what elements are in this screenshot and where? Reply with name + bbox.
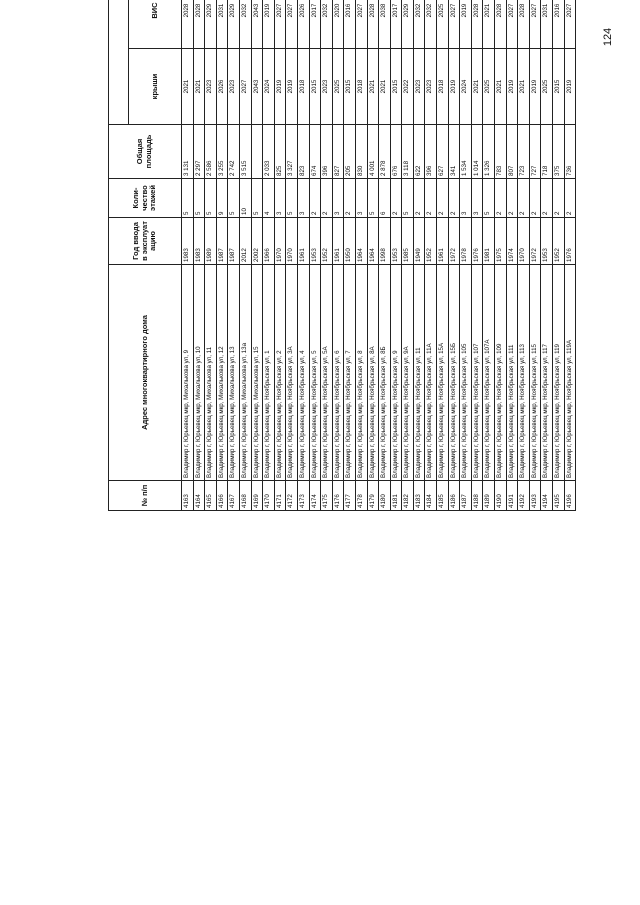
cell-num: 4179: [367, 481, 379, 511]
cell-roof: 2026: [216, 49, 228, 125]
cell-num: 4172: [286, 481, 298, 511]
table-row: [297, 0, 309, 511]
cell-vis: 2026: [297, 0, 309, 49]
cell-roof: 2023: [413, 49, 425, 125]
cell-roof: 2024: [460, 49, 472, 125]
cell-floors: 2: [564, 179, 576, 218]
cell-year-built: 1952: [553, 218, 565, 265]
cell-area: 627: [437, 125, 449, 179]
cell-year-built: 1983: [193, 218, 205, 265]
table-row: [274, 0, 286, 511]
cell-floors: 5: [205, 179, 217, 218]
cell-area: 807: [506, 125, 518, 179]
cell-floors: 5: [402, 179, 414, 218]
cell-num: 4164: [193, 481, 205, 511]
cell-floors: 3: [471, 179, 483, 218]
cell-num: 4176: [332, 481, 344, 511]
cell-vis: 2027: [506, 0, 518, 49]
header-address: Адрес многоквартирного дома: [109, 265, 182, 481]
cell-roof: 2018: [437, 49, 449, 125]
cell-vis: 2027: [529, 0, 541, 49]
cell-year-built: 1972: [448, 218, 460, 265]
cell-year-built: 1985: [402, 218, 414, 265]
cell-num: 4188: [471, 481, 483, 511]
cell-vis: 2032: [321, 0, 333, 49]
rotated-table-frame: [108, 2, 584, 877]
cell-num: 4174: [309, 481, 321, 511]
header-num: № п/п: [109, 481, 182, 511]
cell-floors: 2: [321, 179, 333, 218]
cell-num: 4193: [529, 481, 541, 511]
cell-area: 3 515: [239, 125, 251, 179]
cell-num: 4178: [355, 481, 367, 511]
table-row: [182, 0, 194, 511]
cell-vis: 2028: [367, 0, 379, 49]
cell-roof: 2018: [355, 49, 367, 125]
cell-roof: 2021: [518, 49, 530, 125]
header-vis: ВИС: [129, 0, 182, 49]
cell-area: 2 586: [205, 125, 217, 179]
cell-year-built: 1987: [216, 218, 228, 265]
cell-year-built: 1953: [309, 218, 321, 265]
cell-vis: 2038: [379, 0, 391, 49]
table-row: [193, 0, 205, 511]
cell-address: Владимир г, Юрьевец мкр, Михалькова ул, 13: [228, 265, 240, 481]
table-header: [109, 0, 182, 511]
cell-roof: 2019: [529, 49, 541, 125]
cell-area: [251, 125, 263, 179]
table-row: [344, 0, 356, 511]
cell-floors: 2: [344, 179, 356, 218]
cell-area: 3 327: [286, 125, 298, 179]
cell-area: 783: [495, 125, 507, 179]
cell-roof: 2027: [239, 49, 251, 125]
cell-year-built: 1961: [332, 218, 344, 265]
cell-vis: 2032: [413, 0, 425, 49]
cell-roof: 2015: [309, 49, 321, 125]
cell-address: Владимир г, Юрьевец мкр, Ноябрьская ул, 5: [309, 265, 321, 481]
cell-num: 4168: [239, 481, 251, 511]
cell-year-built: 1964: [367, 218, 379, 265]
cell-year-built: 1983: [182, 218, 194, 265]
cell-roof: 2021: [367, 49, 379, 125]
cell-area: 4 001: [367, 125, 379, 179]
cell-vis: 2029: [402, 0, 414, 49]
cell-year-built: 1970: [274, 218, 286, 265]
cell-roof: 2015: [390, 49, 402, 125]
cell-address: Владимир г, Юрьевец мкр, Ноябрьская ул, 15Б: [448, 265, 460, 481]
cell-floors: 2: [495, 179, 507, 218]
header-roof: крыши: [129, 49, 182, 125]
cell-vis: 2031: [541, 0, 553, 49]
table-row: [402, 0, 414, 511]
cell-address: Владимир г, Юрьевец мкр, Михалькова ул, 13а: [239, 265, 251, 481]
cell-year-built: 1952: [425, 218, 437, 265]
cell-roof: 2021: [182, 49, 194, 125]
cell-vis: 2028: [495, 0, 507, 49]
table-row: [228, 0, 240, 511]
cell-address: Владимир г, Юрьевец мкр, Ноябрьская ул, 9А: [402, 265, 414, 481]
cell-roof: 2025: [332, 49, 344, 125]
cell-floors: 2: [506, 179, 518, 218]
cell-vis: 2027: [355, 0, 367, 49]
cell-year-built: 1953: [390, 218, 402, 265]
cell-floors: 2: [541, 179, 553, 218]
cell-floors: 2: [529, 179, 541, 218]
cell-address: Владимир г, Юрьевец мкр, Ноябрьская ул, 109: [495, 265, 507, 481]
cell-floors: 5: [483, 179, 495, 218]
cell-num: 4166: [216, 481, 228, 511]
table-row: [448, 0, 460, 511]
cell-address: Владимир г, Юрьевец мкр, Ноябрьская ул, 11: [413, 265, 425, 481]
cell-vis: 2025: [437, 0, 449, 49]
cell-address: Владимир г, Юрьевец мкр, Ноябрьская ул, 107А: [483, 265, 495, 481]
cell-address: Владимир г, Юрьевец мкр, Ноябрьская ул, 3А: [286, 265, 298, 481]
cell-num: 4192: [518, 481, 530, 511]
cell-address: Владимир г, Юрьевец мкр, Михалькова ул, 11: [205, 265, 217, 481]
cell-num: 4181: [390, 481, 402, 511]
cell-area: 622: [413, 125, 425, 179]
cell-address: Владимир г, Юрьевец мкр, Ноябрьская ул, 119А: [564, 265, 576, 481]
table-row: [390, 0, 402, 511]
cell-year-built: 2002: [251, 218, 263, 265]
table-row: [564, 0, 576, 511]
table-body: [182, 0, 576, 511]
cell-floors: 5: [182, 179, 194, 218]
header-floors: Коли-чество этажей: [109, 179, 182, 218]
table-row: [379, 0, 391, 511]
cell-vis: 2019: [263, 0, 275, 49]
cell-year-built: 1961: [297, 218, 309, 265]
table-row: [263, 0, 275, 511]
cell-address: Владимир г, Юрьевец мкр, Ноябрьская ул, 15А: [437, 265, 449, 481]
cell-num: 4170: [263, 481, 275, 511]
cell-address: Владимир г, Юрьевец мкр, Ноябрьская ул, 105: [460, 265, 472, 481]
cell-vis: 2019: [460, 0, 472, 49]
cell-floors: 2: [390, 179, 402, 218]
cell-roof: 2025: [483, 49, 495, 125]
cell-floors: 10: [239, 179, 251, 218]
cell-num: 4163: [182, 481, 194, 511]
cell-address: Владимир г, Юрьевец мкр, Ноябрьская ул, 9: [390, 265, 402, 481]
table-row: [251, 0, 263, 511]
cell-vis: 2027: [286, 0, 298, 49]
cell-area: 396: [425, 125, 437, 179]
cell-num: 4180: [379, 481, 391, 511]
cell-roof: 2022: [402, 49, 414, 125]
table-row: [239, 0, 251, 511]
cell-address: Владимир г, Юрьевец мкр, Ноябрьская ул, 2: [274, 265, 286, 481]
table-row: [309, 0, 321, 511]
cell-year-built: 1976: [564, 218, 576, 265]
cell-floors: 2: [448, 179, 460, 218]
cell-roof: 2015: [344, 49, 356, 125]
cell-floors: 5: [367, 179, 379, 218]
cell-address: Владимир г, Юрьевец мкр, Михалькова ул, 15: [251, 265, 263, 481]
cell-area: 830: [355, 125, 367, 179]
cell-address: Владимир г, Юрьевец мкр, Ноябрьская ул, 113: [518, 265, 530, 481]
cell-num: 4175: [321, 481, 333, 511]
table-row: [471, 0, 483, 511]
cell-num: 4173: [297, 481, 309, 511]
cell-roof: 2023: [228, 49, 240, 125]
table-row: [541, 0, 553, 511]
cell-address: Владимир г, Юрьевец мкр, Ноябрьская ул, 4: [297, 265, 309, 481]
cell-num: 4185: [437, 481, 449, 511]
cell-area: 825: [274, 125, 286, 179]
cell-year-built: 1964: [355, 218, 367, 265]
cell-roof: 2025: [541, 49, 553, 125]
cell-num: 4167: [228, 481, 240, 511]
cell-year-built: 1974: [506, 218, 518, 265]
cell-vis: 2028: [193, 0, 205, 49]
cell-roof: 2021: [495, 49, 507, 125]
cell-vis: 2029: [228, 0, 240, 49]
cell-floors: 3: [460, 179, 472, 218]
cell-num: 4190: [495, 481, 507, 511]
table-row: [413, 0, 425, 511]
cell-area: 718: [541, 125, 553, 179]
cell-area: 736: [564, 125, 576, 179]
cell-year-built: 1950: [344, 218, 356, 265]
cell-vis: 2032: [425, 0, 437, 49]
cell-num: 4177: [344, 481, 356, 511]
header-repair-group: [109, 0, 129, 125]
cell-vis: 2027: [564, 0, 576, 49]
cell-vis: 2020: [332, 0, 344, 49]
cell-roof: 2019: [448, 49, 460, 125]
cell-roof: 2024: [263, 49, 275, 125]
cell-area: 2 878: [379, 125, 391, 179]
cell-vis: 2016: [344, 0, 356, 49]
cell-year-built: 1976: [471, 218, 483, 265]
table-row: [425, 0, 437, 511]
table-row: [321, 0, 333, 511]
cell-address: Владимир г, Юрьевец мкр, Ноябрьская ул, 107: [471, 265, 483, 481]
cell-vis: 2027: [448, 0, 460, 49]
table-row: [460, 0, 472, 511]
cell-num: 4189: [483, 481, 495, 511]
cell-area: 205: [344, 125, 356, 179]
cell-vis: 2017: [390, 0, 402, 49]
cell-floors: 3: [297, 179, 309, 218]
cell-address: Владимир г, Юрьевец мкр, Михалькова ул, 10: [193, 265, 205, 481]
cell-floors: 2: [518, 179, 530, 218]
cell-roof: 2021: [379, 49, 391, 125]
cell-vis: 2031: [216, 0, 228, 49]
cell-floors: 3: [274, 179, 286, 218]
cell-address: Владимир г, Юрьевец мкр, Ноябрьская ул, 115: [529, 265, 541, 481]
table-row: [483, 0, 495, 511]
cell-num: 4194: [541, 481, 553, 511]
cell-vis: 2028: [471, 0, 483, 49]
cell-floors: 2: [437, 179, 449, 218]
cell-floors: 2: [413, 179, 425, 218]
cell-year-built: 1949: [413, 218, 425, 265]
table-row: [437, 0, 449, 511]
cell-area: 674: [309, 125, 321, 179]
cell-address: Владимир г, Юрьевец мкр, Ноябрьская ул, 11А: [425, 265, 437, 481]
cell-floors: 2: [309, 179, 321, 218]
cell-address: Владимир г, Юрьевец мкр, Ноябрьская ул, 5А: [321, 265, 333, 481]
cell-area: 676: [390, 125, 402, 179]
cell-address: Владимир г, Юрьевец мкр, Ноябрьская ул, 8: [355, 265, 367, 481]
cell-roof: 2019: [506, 49, 518, 125]
cell-year-built: 1970: [518, 218, 530, 265]
cell-area: 3 255: [216, 125, 228, 179]
cell-address: Владимир г, Юрьевец мкр, Ноябрьская ул, 8А: [367, 265, 379, 481]
cell-year-built: 1989: [205, 218, 217, 265]
cell-year-built: 1998: [379, 218, 391, 265]
cell-address: Владимир г, Юрьевец мкр, Ноябрьская ул, 8Б: [379, 265, 391, 481]
table-row: [332, 0, 344, 511]
cell-area: 3 118: [402, 125, 414, 179]
cell-num: 4182: [402, 481, 414, 511]
cell-year-built: 1970: [286, 218, 298, 265]
rotated-table-content: [108, 0, 584, 511]
cell-year-built: 1966: [263, 218, 275, 265]
cell-address: Владимир г, Юрьевец мкр, Михалькова ул, 9: [182, 265, 194, 481]
cell-area: 827: [332, 125, 344, 179]
cell-roof: 2018: [297, 49, 309, 125]
cell-roof: 2015: [553, 49, 565, 125]
table-row: [216, 0, 228, 511]
cell-year-built: 2012: [239, 218, 251, 265]
cell-floors: 2: [425, 179, 437, 218]
cell-year-built: 1978: [460, 218, 472, 265]
table-row: [495, 0, 507, 511]
cell-floors: 3: [332, 179, 344, 218]
cell-floors: 9: [216, 179, 228, 218]
cell-area: 2 033: [263, 125, 275, 179]
cell-floors: 2: [553, 179, 565, 218]
cell-vis: 2017: [309, 0, 321, 49]
table-row: [518, 0, 530, 511]
cell-area: 375: [553, 125, 565, 179]
cell-num: 4171: [274, 481, 286, 511]
cell-roof: 2019: [274, 49, 286, 125]
table-row: [506, 0, 518, 511]
cell-vis: 2016: [553, 0, 565, 49]
cell-floors: 5: [286, 179, 298, 218]
cell-area: 727: [529, 125, 541, 179]
cell-year-built: 1987: [228, 218, 240, 265]
cell-num: 4195: [553, 481, 565, 511]
cell-year-built: 1953: [541, 218, 553, 265]
cell-year-built: 1975: [495, 218, 507, 265]
cell-roof: 2023: [321, 49, 333, 125]
cell-num: 4196: [564, 481, 576, 511]
cell-floors: 4: [263, 179, 275, 218]
cell-num: 4186: [448, 481, 460, 511]
table-row: [553, 0, 565, 511]
header-year-built: Год ввода в эксплуат ацию: [109, 218, 182, 265]
cell-floors: 5: [228, 179, 240, 218]
cell-area: 2 297: [193, 125, 205, 179]
cell-roof: 2021: [193, 49, 205, 125]
cell-year-built: 1972: [529, 218, 541, 265]
cell-floors: 5: [193, 179, 205, 218]
cell-vis: 2021: [483, 0, 495, 49]
cell-num: 4169: [251, 481, 263, 511]
cell-roof: 2019: [286, 49, 298, 125]
cell-area: 1 534: [460, 125, 472, 179]
cell-roof: 2023: [205, 49, 217, 125]
cell-address: Владимир г, Юрьевец мкр, Ноябрьская ул, 6: [332, 265, 344, 481]
cell-num: 4187: [460, 481, 472, 511]
cell-year-built: 1961: [437, 218, 449, 265]
cell-num: 4191: [506, 481, 518, 511]
cell-area: 1 326: [483, 125, 495, 179]
cell-roof: 2021: [471, 49, 483, 125]
cell-roof: 2019: [564, 49, 576, 125]
cell-area: 3 131: [182, 125, 194, 179]
table-row: [367, 0, 379, 511]
cell-roof: 2043: [251, 49, 263, 125]
cell-address: Владимир г, Юрьевец мкр, Ноябрьская ул, 119: [553, 265, 565, 481]
table-row: [205, 0, 217, 511]
cell-vis: 2029: [205, 0, 217, 49]
cell-address: Владимир г, Юрьевец мкр, Ноябрьская ул, 1: [263, 265, 275, 481]
capital-repair-table: [108, 0, 576, 511]
cell-area: 396: [321, 125, 333, 179]
cell-vis: 2028: [182, 0, 194, 49]
cell-num: 4165: [205, 481, 217, 511]
cell-vis: 2032: [239, 0, 251, 49]
header-area: Общая площадь: [109, 125, 182, 179]
cell-area: 2 742: [228, 125, 240, 179]
cell-area: 341: [448, 125, 460, 179]
cell-area: 1 014: [471, 125, 483, 179]
cell-vis: 2028: [518, 0, 530, 49]
page-number: 124: [601, 27, 614, 47]
cell-year-built: 1981: [483, 218, 495, 265]
cell-num: 4183: [413, 481, 425, 511]
cell-year-built: 1952: [321, 218, 333, 265]
table-row: [529, 0, 541, 511]
cell-roof: 2023: [425, 49, 437, 125]
table-row: [286, 0, 298, 511]
cell-address: Владимир г, Юрьевец мкр, Ноябрьская ул, 117: [541, 265, 553, 481]
cell-vis: 2043: [251, 0, 263, 49]
cell-floors: 3: [355, 179, 367, 218]
cell-address: Владимир г, Юрьевец мкр, Михалькова ул, 12: [216, 265, 228, 481]
cell-area: 823: [297, 125, 309, 179]
cell-num: 4184: [425, 481, 437, 511]
table-row: [355, 0, 367, 511]
cell-vis: 2027: [274, 0, 286, 49]
cell-address: Владимир г, Юрьевец мкр, Ноябрьская ул, 111: [506, 265, 518, 481]
cell-area: 723: [518, 125, 530, 179]
cell-floors: 6: [379, 179, 391, 218]
cell-floors: 5: [251, 179, 263, 218]
cell-address: Владимир г, Юрьевец мкр, Ноябрьская ул, 7: [344, 265, 356, 481]
